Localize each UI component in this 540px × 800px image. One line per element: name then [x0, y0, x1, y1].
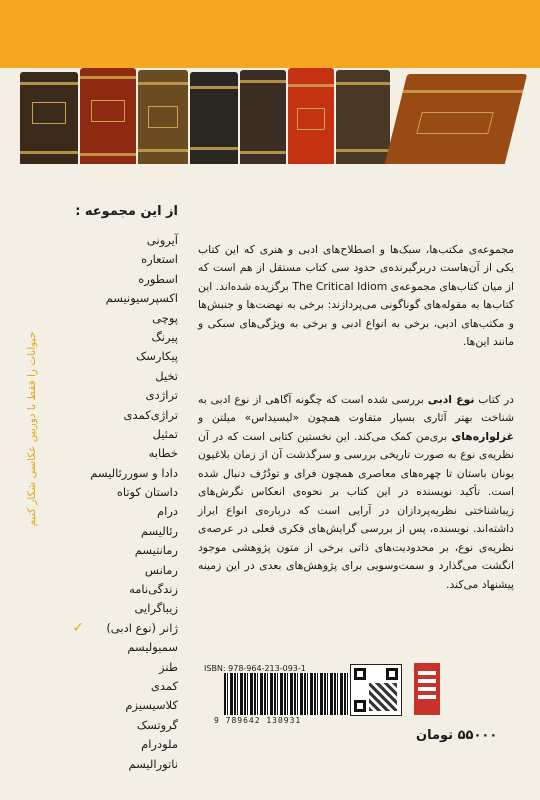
check-icon: ✓ [72, 619, 84, 636]
book-spine [20, 72, 78, 164]
qr-code-icon [350, 664, 402, 716]
series-title-item: کمدی [150, 678, 178, 693]
series-title-item: اکسپرسیونیسم [105, 291, 178, 306]
series-title-item: سمبولیسم [127, 640, 178, 655]
series-title-item: گروتسک [136, 717, 178, 732]
series-title-item: تراژدی [145, 388, 178, 403]
book-spine [385, 74, 527, 164]
series-title-item: پیکارسک [135, 349, 178, 364]
series-title-item: تخیل [155, 368, 178, 383]
series-title-item: داستان کوتاه [116, 485, 178, 500]
series-title-item: آیرونی [146, 233, 178, 247]
vertical-slogan-text: حیوانات را فقط با دوربین عکاسی شکار کنیم [26, 331, 38, 526]
series-title-item: زیباگرایی [134, 601, 178, 616]
series-title-item: طنز [159, 659, 178, 674]
vertical-slogan [22, 286, 42, 571]
isbn-label: ISBN: 978-964-213-093-1 [204, 664, 306, 673]
series-title-item: رئالیسم [140, 523, 178, 538]
series-title-item: رمانتیسم [134, 543, 178, 558]
book-spine [240, 70, 286, 164]
series-title-item: کلاسیسیزم [125, 698, 178, 713]
orange-top-band [0, 0, 540, 72]
series-title-item: پیرنگ [151, 329, 178, 344]
barcode-digits: 9 789642 130931 [214, 716, 302, 725]
series-title-item: ناتورالیسم [128, 756, 178, 771]
p2-part: بررسی شده است که چگونه آگاهی از نوع ادبی به شناخت بهتر آثاری بسیار متفاوت همچون «لیسیداس» میلتن و [198, 392, 514, 425]
p2-part: بری‌من کمک می‌کند. این نخستین کتابی است که در آن نظریه‌ی نوع به صورت تاریخی بررسی و سرگذشت آن از زمان بلاغیون یونان باستان تا چهره‌های معاصری همچون فرای و تودُرُف دنبال شده است. تأکید نویسنده در این کتاب بر نحوه‌ی انعکاس نگرش‌های زیباشناختی نظریه‌پردازان در آرایی است که درباره‌ی انواع ابراز داشته‌اند. نویسنده، پس از بررسی گرایش‌های فکری فعلی در عرصه‌ی نظریه‌ی نوع، بر محدودیت‌های ذاتی برخی از متون پژوهشی موجود انگشت می‌گذارد و سمت‌وسویی برای پژوهش‌های بعدی در این زمینه پیشنهاد می‌کند. [198, 429, 514, 591]
description-paragraph-2 [198, 391, 514, 595]
series-title-item: پوچی [152, 310, 178, 325]
publisher-logo-icon [414, 663, 440, 715]
book-spine [190, 72, 238, 164]
series-title-item-current [72, 619, 178, 638]
book-spine [138, 70, 188, 164]
p2-bold-term: نوع ادبی [427, 392, 475, 406]
series-title-item: درام [157, 504, 178, 519]
series-title-item: تراژی‌کمدی [123, 407, 178, 422]
p2-bold-term: غزلواره‌های [451, 429, 514, 443]
book-spine [288, 68, 334, 164]
series-title-item: ملودرام [141, 737, 178, 752]
series-title-text: ژانر (نوع ادبی) [106, 620, 178, 635]
antique-books-shelf [0, 68, 540, 164]
p2-part: در کتاب [474, 392, 514, 406]
series-title-item: خطابه [148, 446, 178, 461]
book-spine [336, 70, 390, 164]
series-title-item: دادا و سوررئالیسم [90, 465, 178, 480]
series-heading: از این مجموعه : [75, 204, 178, 219]
series-title-item: زندگی‌نامه [129, 582, 178, 597]
series-title-item: استعاره [141, 252, 178, 267]
book-spine [80, 68, 136, 164]
series-title-item: رمانس [144, 562, 178, 577]
price-label: ۵۵۰۰۰ تومان [416, 728, 498, 743]
series-title-item: اسطوره [138, 271, 178, 286]
series-title-item: تمثیل [152, 426, 178, 441]
description-paragraph-1: مجموعه‌ی مکتب‌ها، سبک‌ها و اصطلاح‌های ادبی و هنری که این کتاب یکی از آن‌هاست دربرگیرنده‌ی حدود سی کتاب مستقل از هم است که از میان کتاب‌های مجموعه‌ی The Critical Idiom برگزیده شده‌اند. این کتاب‌ها به مقوله‌های گوناگونی می‌پردازند: برخی به نهضت‌ها و جنبش‌ها و مکتب‌های ادبی، برخی به انواع ادبی و برخی به ویژگی‌های سبکی و مانند این‌ها. [197, 242, 514, 349]
series-titles-list [72, 231, 178, 774]
